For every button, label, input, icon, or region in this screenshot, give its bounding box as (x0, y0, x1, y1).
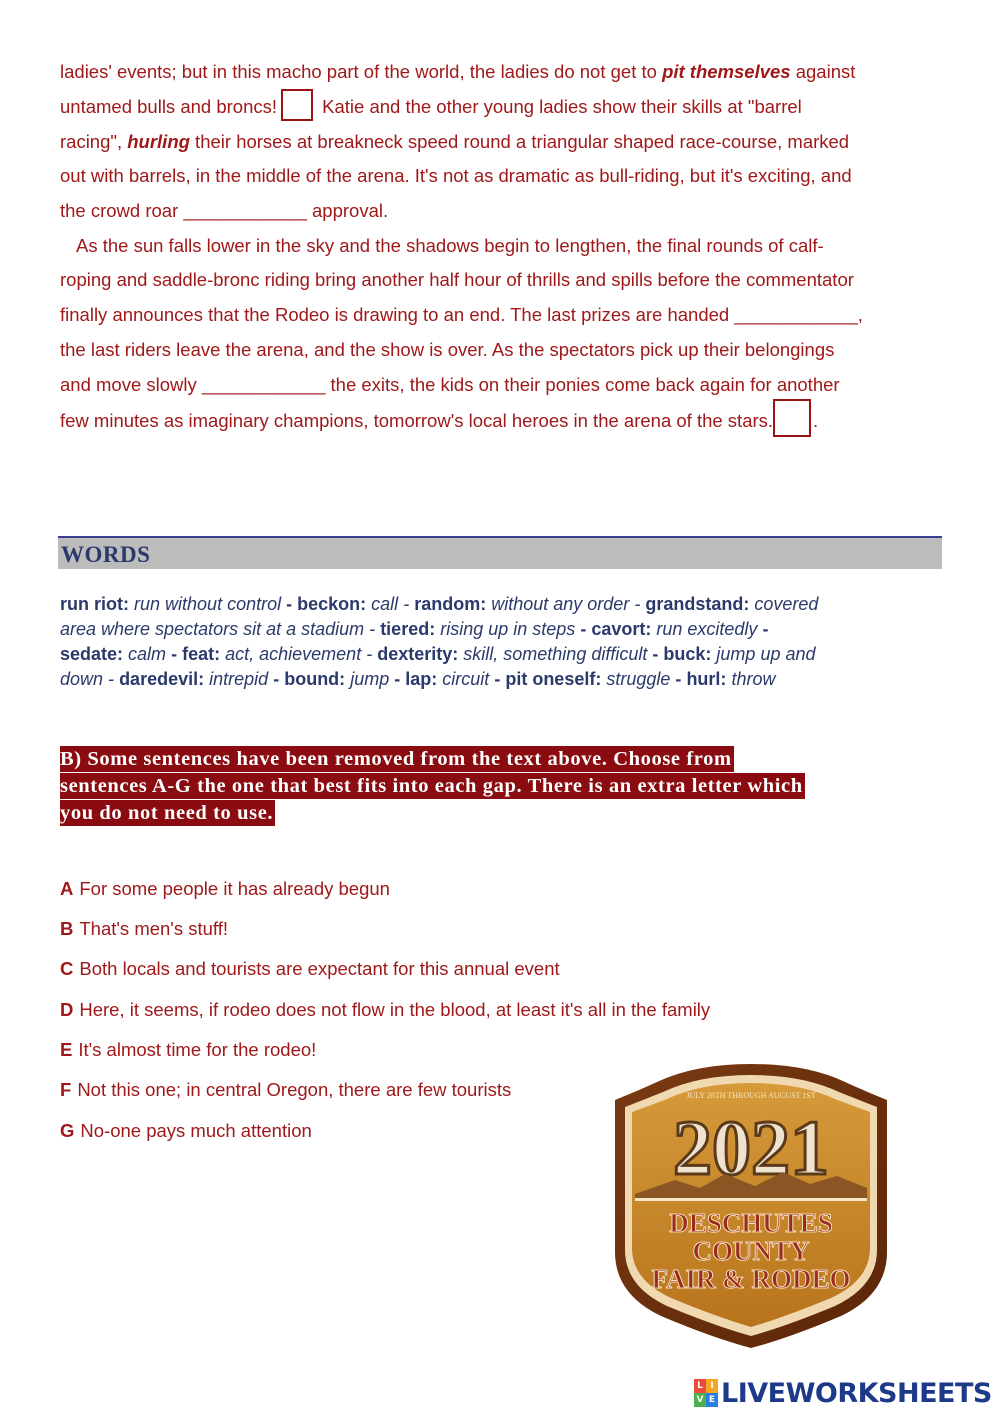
passage-text: roping and saddle-bronc riding bring another half hour of thrills and spills before the commentator (60, 269, 854, 290)
option-item (60, 1077, 511, 1103)
passage-text: untamed bulls and broncs! (60, 96, 277, 117)
words-title: WORDS (61, 542, 151, 567)
passage-text: Katie and the other young ladies show their skills at "barrel (317, 96, 802, 117)
glossary-term: bound: (284, 669, 346, 689)
passage-line (60, 268, 854, 292)
glossary-separator: - (369, 619, 376, 639)
passage-text: the last riders leave the arena, and the show is over. As the spectators pick up their belongings (60, 339, 835, 360)
badge-line-1: DESCHUTES (669, 1208, 833, 1238)
glossary-definition: intrepid (209, 669, 269, 689)
passage-line (60, 303, 863, 327)
option-letter: E (60, 1039, 73, 1060)
glossary-line (60, 667, 775, 692)
badge-divider (635, 1198, 867, 1201)
glossary-separator: - (580, 619, 587, 639)
option-item (60, 997, 710, 1023)
passage-text: , (857, 304, 863, 325)
logo-mark-letter: E (706, 1393, 718, 1407)
glossary-line (60, 642, 816, 667)
passage-line (76, 234, 824, 258)
glossary-separator: - (494, 669, 501, 689)
option-item (60, 956, 560, 982)
glossary-definition: jump up and (716, 644, 816, 664)
glossary-definition: struggle (606, 669, 671, 689)
task-line: B) Some sentences have been removed from the text above. Choose from (60, 748, 732, 770)
passage-keyword: pit themselves (662, 61, 791, 82)
logo-mark-letter: I (706, 1379, 718, 1393)
gap-answer-box-2[interactable] (773, 399, 811, 437)
passage-text: the crowd roar (60, 200, 184, 221)
glossary-term: hurl: (686, 669, 727, 689)
blank-line[interactable]: ____________ (734, 304, 858, 325)
glossary-term: feat: (182, 644, 221, 664)
passage-text: the exits, the kids on their ponies come back again for another (325, 374, 840, 395)
passage-line (60, 95, 802, 119)
passage-text: As the sun falls lower in the sky and the shadows begin to lengthen, the final rounds of calf- (76, 235, 824, 256)
glossary-separator: - (171, 644, 178, 664)
passage-line (60, 338, 834, 362)
glossary-separator: - (762, 619, 769, 639)
glossary-term: run riot: (60, 594, 129, 614)
option-letter: C (60, 958, 74, 979)
option-letter: F (60, 1079, 72, 1100)
liveworksheets-wordmark: LIVEWORKSHEETS (721, 1377, 992, 1409)
glossary-separator: - (652, 644, 659, 664)
option-letter: A (60, 878, 74, 899)
badge-line-3: FAIR & RODEO (651, 1264, 851, 1294)
glossary-term: lap: (405, 669, 438, 689)
passage-line (60, 164, 852, 188)
glossary-definition: calm (128, 644, 167, 664)
badge-date-text: JULY 28TH THROUGH AUGUST 1ST (686, 1091, 816, 1100)
glossary-term: random: (414, 594, 487, 614)
glossary-separator: - (403, 594, 410, 614)
task-line: you do not need to use. (60, 802, 274, 824)
option-item (60, 1118, 312, 1144)
blank-line[interactable]: ____________ (183, 200, 307, 221)
option-text: Both locals and tourists are expectant for this annual event (79, 958, 560, 979)
glossary-separator: - (394, 669, 401, 689)
words-header-bar (58, 536, 942, 569)
glossary-term: tiered: (380, 619, 436, 639)
glossary-definition: run excitedly (656, 619, 758, 639)
option-text: Here, it seems, if rodeo does not flow in the blood, at least it's all in the family (79, 999, 711, 1020)
passage-keyword: hurling (127, 131, 190, 152)
glossary-term: buck: (663, 644, 712, 664)
option-text: No-one pays much attention (80, 1120, 312, 1141)
liveworksheets-logo[interactable] (694, 1376, 992, 1410)
liveworksheets-mark-icon (694, 1379, 718, 1407)
passage-text: few minutes as imaginary champions, tomorrow's local heroes in the arena of the stars. (60, 409, 774, 431)
option-letter: D (60, 999, 74, 1020)
passage-text: approval. (306, 200, 389, 221)
rodeo-badge-image (605, 1062, 897, 1350)
passage-line (60, 60, 855, 84)
logo-mark-letter: V (694, 1393, 706, 1407)
glossary-line (60, 617, 768, 642)
blank-line[interactable]: ____________ (201, 374, 326, 395)
glossary-definition: circuit (442, 669, 490, 689)
glossary-separator: - (273, 669, 280, 689)
badge-line-2: COUNTY (692, 1236, 810, 1266)
passage-line (60, 130, 849, 154)
passage-text: their horses at breakneck speed round a triangular shaped race-course, marked (189, 131, 850, 152)
glossary-term: daredevil: (119, 669, 205, 689)
passage-text: finally announces that the Rodeo is drawing to an end. The last prizes are handed (60, 304, 735, 325)
glossary-term: cavort: (591, 619, 652, 639)
glossary-definition: throw (731, 669, 776, 689)
badge-year: 2021 (673, 1104, 829, 1191)
glossary-term: pit oneself: (505, 669, 602, 689)
passage-text: ladies' events; but in this macho part of the world, the ladies do not get to (60, 61, 663, 82)
passage-text: out with barrels, in the middle of the arena. It's not as dramatic as bull-riding, but it's exciting, and (60, 165, 852, 186)
logo-mark-letter: L (694, 1379, 706, 1393)
option-text: Not this one; in central Oregon, there are few tourists (77, 1079, 512, 1100)
option-item (60, 916, 228, 942)
glossary-definition: without any order (491, 594, 630, 614)
glossary-term: sedate: (60, 644, 124, 664)
passage-text: and move slowly (60, 374, 202, 395)
option-letter: B (60, 918, 74, 939)
glossary-definition: rising up in steps (440, 619, 576, 639)
option-text: It's almost time for the rodeo! (78, 1039, 317, 1060)
option-item (60, 876, 390, 902)
passage-line (60, 199, 388, 223)
glossary-definition: call (371, 594, 399, 614)
passage-line (60, 373, 840, 397)
glossary-separator: - (366, 644, 373, 664)
passage-line (60, 407, 818, 431)
passage-text: against (790, 61, 856, 82)
glossary-definition: covered (754, 594, 819, 614)
passage-text: . (813, 409, 819, 431)
option-text: For some people it has already begun (79, 878, 390, 899)
passage-text: racing", (60, 131, 128, 152)
glossary-separator: - (108, 669, 115, 689)
glossary-definition: act, achievement (225, 644, 362, 664)
option-letter: G (60, 1120, 75, 1141)
glossary-separator: - (286, 594, 293, 614)
glossary-line (60, 592, 818, 617)
glossary-definition: area where spectators sit at a stadium (60, 619, 365, 639)
glossary-separator: - (634, 594, 641, 614)
glossary-term: beckon: (297, 594, 367, 614)
glossary-definition: run without control (134, 594, 282, 614)
glossary-separator: - (675, 669, 682, 689)
glossary-definition: jump (350, 669, 390, 689)
option-item (60, 1037, 316, 1063)
glossary-term: dexterity: (377, 644, 459, 664)
gap-answer-box-1[interactable] (281, 89, 313, 121)
option-text: That's men's stuff! (79, 918, 228, 939)
glossary-term: grandstand: (645, 594, 750, 614)
glossary-definition: down (60, 669, 104, 689)
task-line: sentences A-G the one that best fits into each gap. There is an extra letter which (60, 775, 803, 797)
glossary-definition: skill, something difficult (463, 644, 648, 664)
